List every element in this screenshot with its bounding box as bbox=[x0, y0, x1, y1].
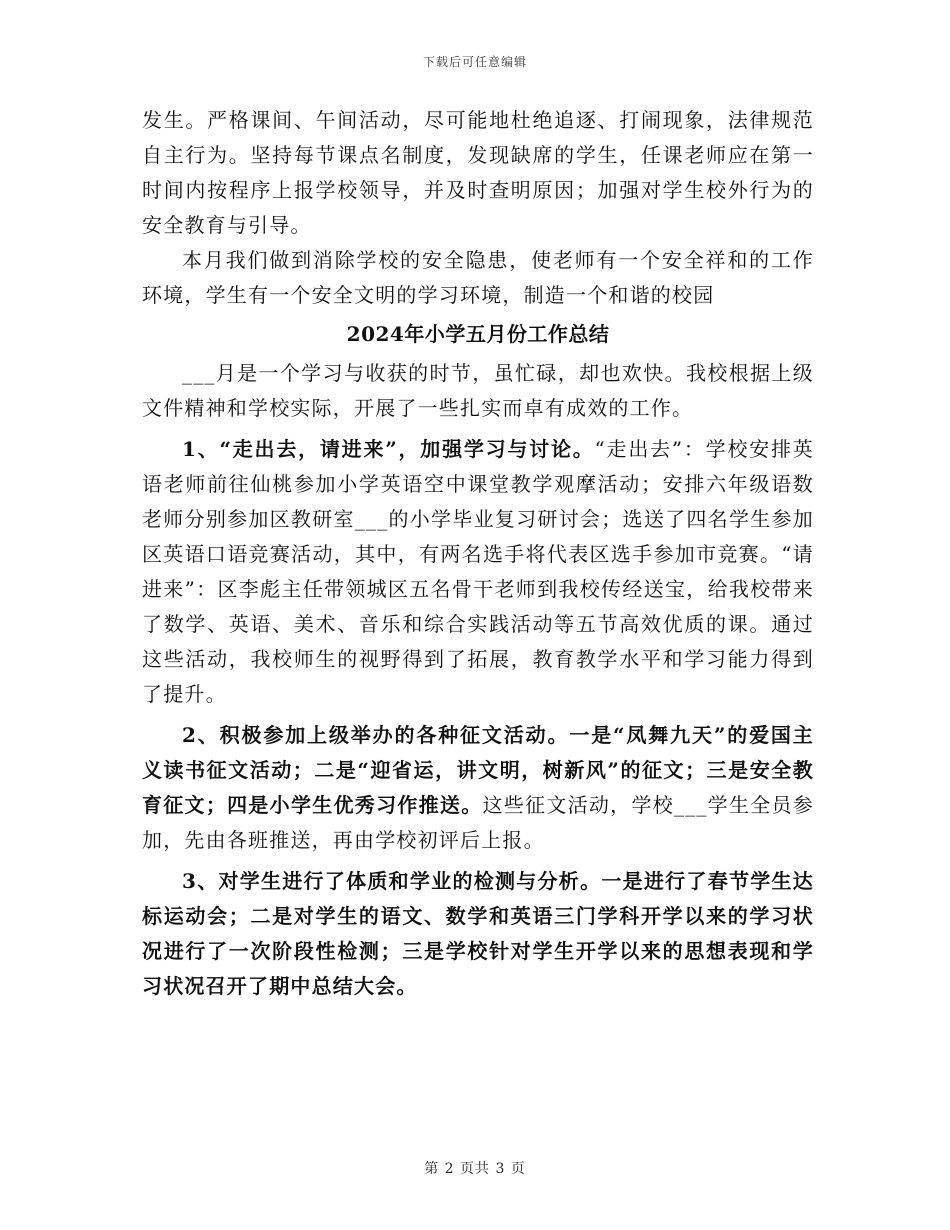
list-item-body: 这些征文活动，学校___学生全员参加，先由各班推送，再由学校初评后上报。 bbox=[142, 793, 814, 852]
summary-paragraph: 本月我们做到消除学校的安全隐患，使老师有一个安全祥和的工作环境，学生有一个安全文明的学习环境，制造一个和谐的校园 bbox=[142, 248, 814, 307]
intro-paragraph: ___月是一个学习与收获的时节，虽忙碌，却也欢快。我校根据上级文件精神和学校实际，开展了一些扎实而卓有成效的工作。 bbox=[142, 361, 814, 420]
list-item-2 bbox=[142, 718, 814, 858]
continued-paragraph: 发生。严格课间、午间活动，尽可能地杜绝追逐、打闹现象，法律规范自主行为。坚持每节课点名制度，发现缺席的学生，任课老师应在第一时间内按程序上报学校领导，并及时查明原因；加强对学生校外行为的安全教育与引导。 bbox=[142, 108, 814, 237]
list-item-1 bbox=[142, 432, 814, 712]
page-number: 第 2 页共 3 页 bbox=[424, 1161, 526, 1177]
list-item-heading: 3、对学生进行了体质和学业的检测与分析。一是进行了春节学生达标运动会；二是对学生的语文、数学和英语三门学科开学以来的学习状况进行了一次阶段性检测；三是学校针对学生开学以来的思想表现和学习状况召开了期中总结大会。 bbox=[142, 869, 814, 998]
header-note: 下载后可任意编辑 bbox=[422, 55, 527, 69]
section-title: 2024年小学五月份工作总结 bbox=[346, 322, 610, 346]
list-item-body: “走出去”：学校安排英语老师前往仙桃参加小学英语空中课堂教学观摩活动；安排六年级语数老师分别参加区教研室___的小学毕业复习研讨会；选送了四名学生参加区英语口语竞赛活动，其中，有两名选手将代表区选手参加市竞赛。“请进来”：区李彪主任带领城区五名骨干老师到我校传经送宝，给我校带来了数学、英语、美术、音乐和综合实践活动等五节高效优质的课。通过这些活动，我校师生的视野得到了拓展，教育教学水平和学习能力得到了提升。 bbox=[142, 437, 814, 706]
list-item-3 bbox=[142, 864, 814, 1004]
list-item-heading: 1、“走出去，请进来”，加强学习与讨论。 bbox=[182, 437, 595, 461]
document-body bbox=[142, 103, 814, 1004]
list-item-heading: 2、积极参加上级举办的各种征文活动。一是“凤舞九天”的爱国主义读书征文活动；二是“迎省运，讲文明，树新风”的征文；三是安全教育征文；四是小学生优秀习作推送。 bbox=[142, 723, 814, 817]
